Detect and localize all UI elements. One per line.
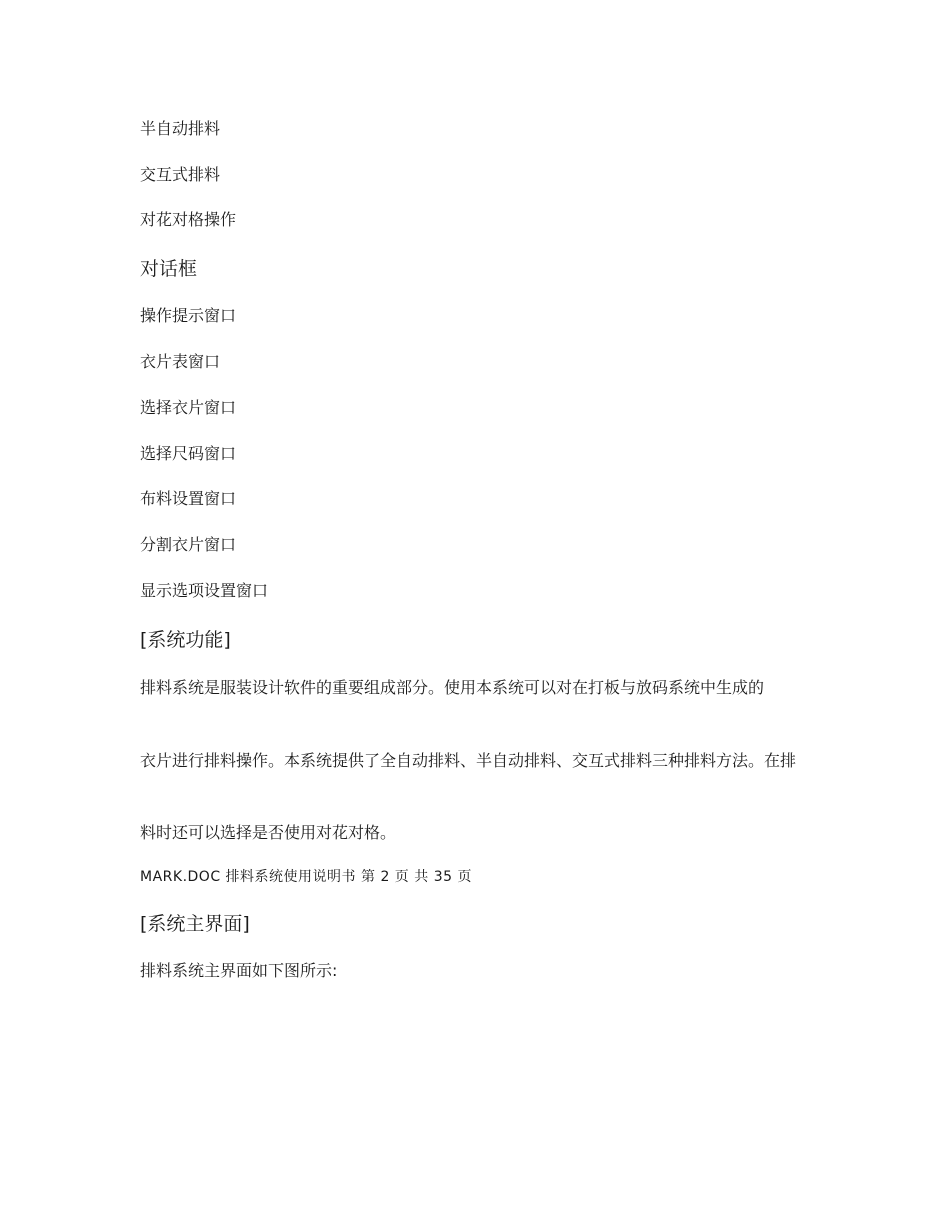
dialog-heading: 对话框 — [140, 258, 198, 280]
system-function-paragraph-2: 衣片进行排料操作。本系统提供了全自动排料、半自动排料、交互式排料三种排料方法。在排 — [140, 751, 797, 770]
main-interface-text: 排料系统主界面如下图所示: — [140, 961, 338, 980]
toc-item-semi-auto: 半自动排料 — [140, 119, 221, 138]
dialog-item-select-size: 选择尺码窗口 — [140, 444, 237, 463]
dialog-item-piece-table: 衣片表窗口 — [140, 352, 221, 371]
system-function-paragraph-3: 料时还可以选择是否使用对花对格。 — [140, 823, 397, 842]
dialog-item-display-options: 显示选项设置窗口 — [140, 581, 269, 600]
dialog-item-split-piece: 分割衣片窗口 — [140, 535, 237, 554]
toc-item-pattern-match: 对花对格操作 — [140, 210, 237, 229]
main-interface-heading: [系统主界面] — [140, 913, 250, 935]
toc-item-interactive: 交互式排料 — [140, 165, 221, 184]
dialog-item-select-piece: 选择衣片窗口 — [140, 398, 237, 417]
dialog-item-fabric-settings: 布料设置窗口 — [140, 489, 237, 508]
system-function-paragraph-1: 排料系统是服装设计软件的重要组成部分。使用本系统可以对在打板与放码系统中生成的 — [140, 678, 765, 697]
page-footer: MARK.DOC 排料系统使用说明书 第 2 页 共 35 页 — [140, 869, 472, 885]
dialog-item-operation-hint: 操作提示窗口 — [140, 306, 237, 325]
system-function-heading: [系统功能] — [140, 629, 231, 651]
